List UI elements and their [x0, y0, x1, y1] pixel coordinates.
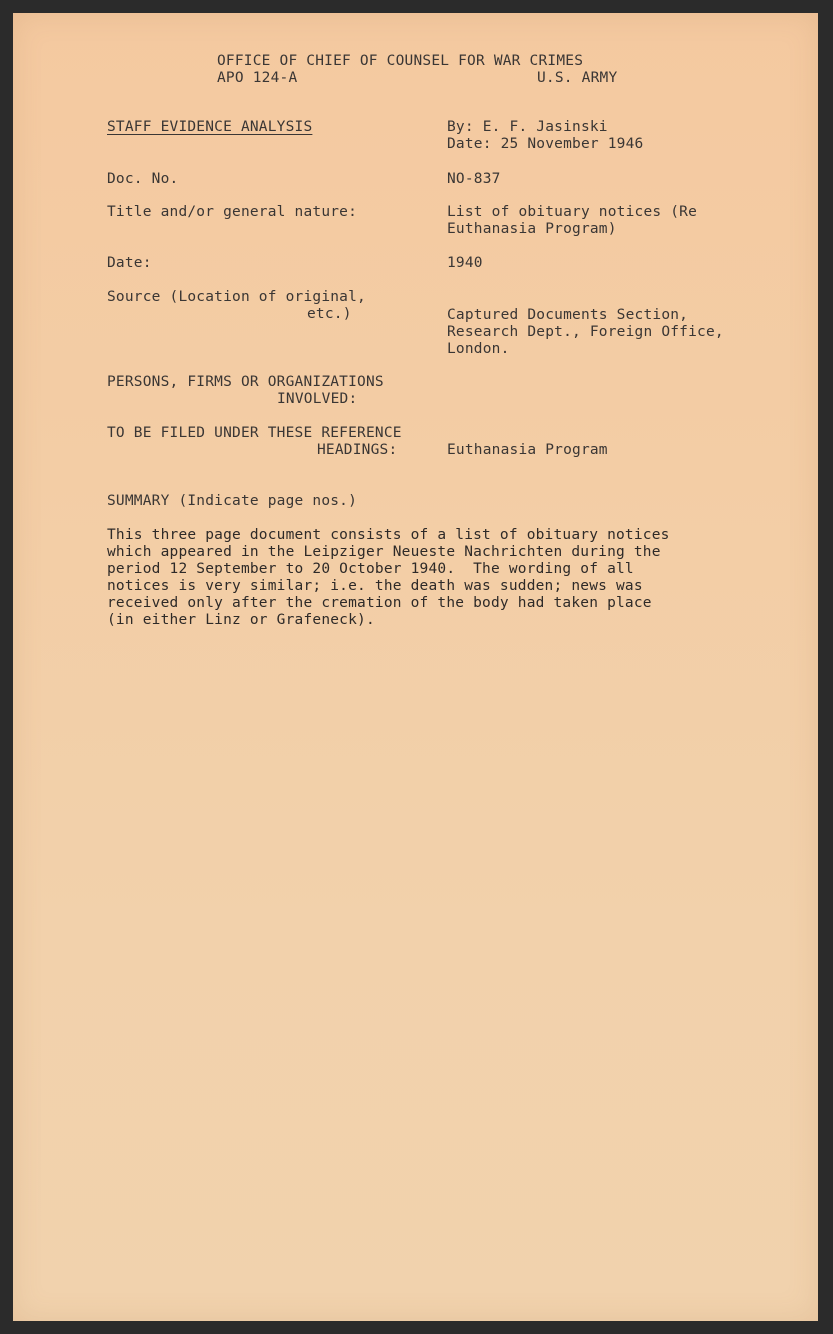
date-value: 1940 — [447, 255, 483, 271]
analysis-date-line: Date: 25 November 1946 — [447, 136, 644, 152]
doc-no-value: NO-837 — [447, 171, 501, 187]
filed-label-line-1: TO BE FILED UNDER THESE REFERENCE — [107, 425, 402, 441]
source-value-line-3: London. — [447, 341, 510, 357]
office-heading: OFFICE OF CHIEF OF COUNSEL FOR WAR CRIMES — [217, 53, 584, 69]
title-label: Title and/or general nature: — [107, 204, 358, 220]
summary-line-3: period 12 September to 20 October 1940. The wording of all — [107, 561, 634, 577]
filed-value: Euthanasia Program — [447, 442, 608, 458]
source-value-line-1: Captured Documents Section, — [447, 307, 689, 323]
summary-line-6: (in either Linz or Grafeneck). — [107, 612, 375, 628]
summary-line-4: notices is very similar; i.e. the death was sudden; news was — [107, 578, 643, 594]
summary-label: SUMMARY (Indicate page nos.) — [107, 493, 358, 509]
army-label: U.S. ARMY — [537, 70, 618, 86]
source-label-line-1: Source (Location of original, — [107, 289, 366, 305]
summary-line-1: This three page document consists of a list of obituary notices — [107, 527, 670, 543]
document-page — [13, 13, 818, 1321]
apo-number: APO 124-A — [217, 70, 298, 86]
summary-line-2: which appeared in the Leipziger Neueste Nachrichten during the — [107, 544, 661, 560]
title-value-line-2: Euthanasia Program) — [447, 221, 617, 237]
form-title: STAFF EVIDENCE ANALYSIS — [107, 119, 313, 135]
doc-no-label: Doc. No. — [107, 171, 179, 187]
title-value-line-1: List of obituary notices (Re — [447, 204, 698, 220]
persons-label-line-1: PERSONS, FIRMS OR ORGANIZATIONS — [107, 374, 384, 390]
source-label-line-2: etc.) — [307, 306, 352, 322]
summary-line-5: received only after the cremation of the body had taken place — [107, 595, 652, 611]
analyst-line: By: E. F. Jasinski — [447, 119, 608, 135]
filed-label-line-2: HEADINGS: — [317, 442, 398, 458]
source-value-line-2: Research Dept., Foreign Office, — [447, 324, 724, 340]
persons-label-line-2: INVOLVED: — [277, 391, 358, 407]
date-label: Date: — [107, 255, 152, 271]
